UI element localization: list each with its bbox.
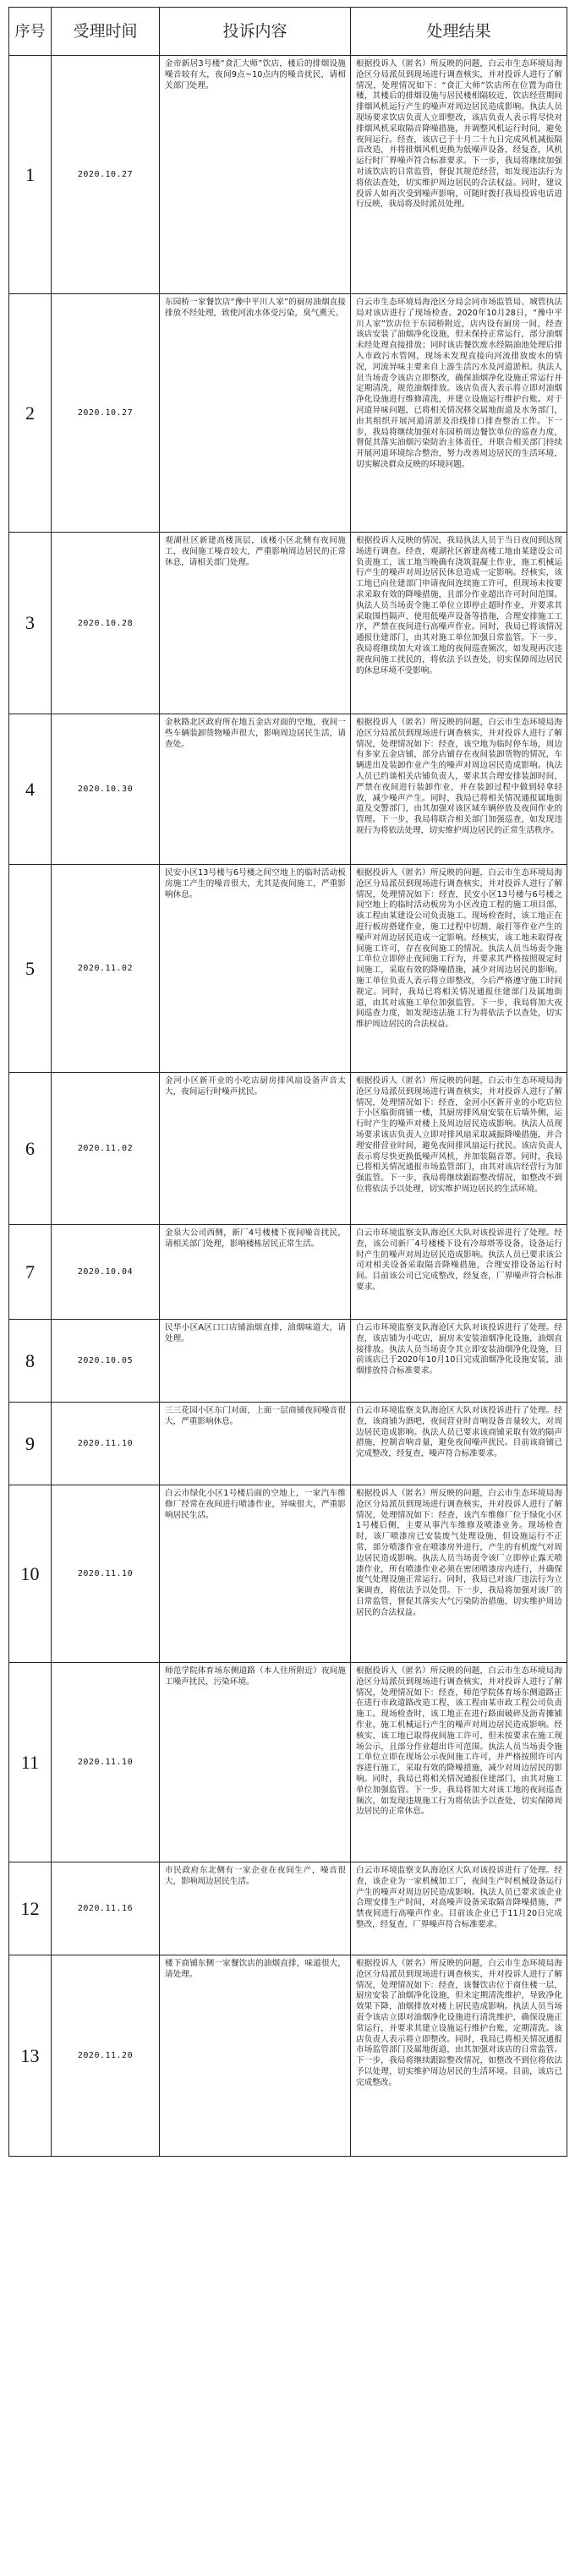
row-complaint: 民安小区13号楼与6号楼之间空地上的临时活动板房施工产生的噪音很大，尤其是夜间施工，严重影响休息。	[160, 865, 351, 1073]
table-row	[9, 1225, 567, 1320]
row-number: 2	[9, 294, 52, 533]
row-result: 根据投诉人反映的情况，我局执法人员于当日夜间到达现场进行调查。经查，观湖社区新建高楼工地由某建设公司负责施工，该工地当晚确有浇筑混凝土作业，施工机械运行产生的噪声对周边居民休息造成一定影响。经核实，该工地已向住建部门申请夜间连续施工许可，但现场未按要求采取有效的降噪措施，且部分作业超出许可时间范围。执法人员当场责令施工单位立即停止超时作业，并要求其采取围挡隔声、使用低噪声设备等措施，合理安排施工工序，严禁在夜间进行高噪声作业。同时，我局已将该情况通报住建部门，由其对施工单位加强日常监管。下一步，我局将继续加大对该工地的夜间巡查频次，如发现再次违规夜间施工扰民的，将依法予以查处，切实保障周边居民的休息环境不受影响。	[351, 533, 567, 714]
row-result: 根据投诉人（匿名）所反映的问题，白云市生态环境局海沧区分局派员到现场进行调查核实，并对投诉人进行了解情况，处理情况如下：经查，民安小区13号楼与6号楼之间空地上的临时活动板房为小区改造工程的施工项目部，该工程由某建设公司负责施工。现场检查时，该工地正在进行板房搭建作业，施工过程中切割、敲打等作业产生的噪声对周边居民造成一定影响。经核实，该工地未取得夜间施工许可，存在夜间施工的情况。执法人员当场责令施工单位立即停止夜间施工行为，并要求其严格按照规定时间施工，采取有效的降噪措施，减少对周边居民的影响。施工单位负责人表示将立即整改，今后严格遵守施工时间规定。同时，我局已将相关情况通报住建部门及属地街道，由其对该施工单位加强监管。下一步，我局将加大夜间巡查力度，如发现违法施工行为将依法予以查处，切实维护周边居民的合法权益。	[351, 865, 567, 1073]
row-number: 11	[9, 1663, 52, 1862]
row-number: 6	[9, 1073, 52, 1225]
header-result: 处理结果	[351, 8, 567, 56]
row-date: 2020.10.30	[52, 714, 160, 865]
table-body	[9, 56, 567, 2157]
row-number: 12	[9, 1862, 52, 1955]
row-complaint: 金秋路北区政府所在地五金店对面的空地，夜间一些车辆装卸货物噪声很大，影响周边居民生活，请查处。	[160, 714, 351, 865]
table-row	[9, 1955, 567, 2157]
row-number: 1	[9, 56, 52, 294]
row-result: 根据投诉人（匿名）所反映的问题，白云市生态环境局海沧区分局派员到现场进行调查核实，并对投诉人进行了解情况，处理情况如下：经查，金河小区新开业的小吃店位于小区临街商铺一楼，其厨房排风扇安装在后墙外侧，运行时产生的噪声对楼上及周边居民造成影响。执法人员现场要求该店负责人立即对排风扇采取减振降噪措施，并合理安排营业时间，避免夜间排风扇运行扰民。该店负责人表示将尽快更换低噪声风机，并加装隔音罩。同时，我局已将相关情况通报市场监管部门，由其对该店经营行为加强监管。下一步，我局将继续跟踪整改情况，如整改不到位将依法予以处理，切实维护周边居民的生活环境。	[351, 1073, 567, 1225]
row-complaint: 白云市绿化小区1号楼后面的空地上，一家汽车维修厂经常在夜间进行喷漆作业，异味很大，严重影响居民生活。	[160, 1485, 351, 1663]
table-row	[9, 1403, 567, 1485]
header-date: 受理时间	[52, 8, 160, 56]
row-number: 9	[9, 1403, 52, 1485]
row-result: 根据投诉人（匿名）所反映的问题，白云市生态环境局海沧区分局派员到现场进行调查核实，并对投诉人进行了解情况，处理情况如下：经查，该空地为临时停车场，周边有多家五金店铺，部分店铺存在夜间装卸货物的情况，车辆进出及装卸作业产生的噪声对周边居民造成影响。执法人员已约谈相关店铺负责人，要求其合理安排装卸时间，严禁在夜间进行装卸作业，并在装卸过程中做到轻拿轻放，减少噪声产生。同时，我局已将相关情况通报属地街道及交警部门，由其加强对该区域车辆停放及夜间作业的管理。下一步，我局将联合相关部门加强巡查，如发现违规行为将依法处理，切实维护周边居民的正常生活秩序。	[351, 714, 567, 865]
header-seq: 序号	[9, 8, 52, 56]
row-complaint: 金河小区新开业的小吃店厨房排风扇设备声音太大，夜间运行时噪声扰民。	[160, 1073, 351, 1225]
table-row	[9, 533, 567, 714]
row-complaint: 三三花园小区东门对面，上面一层商铺夜间噪音很大，严重影响休息。	[160, 1403, 351, 1485]
row-number: 13	[9, 1955, 52, 2157]
row-number: 10	[9, 1485, 52, 1663]
row-date: 2020.10.04	[52, 1225, 160, 1320]
row-complaint: 楼下商铺东侧一家餐饮店的油烟直排，味道很大，请处理。	[160, 1955, 351, 2157]
row-complaint: 金泉大公司西侧，新厂4号楼楼下夜间噪音扰民，请相关部门处理，影响楼栋居民正常生活。	[160, 1225, 351, 1320]
row-complaint: 民华小区A区口口店铺油烟直排，油烟味道大，请处理。	[160, 1320, 351, 1403]
row-number: 7	[9, 1225, 52, 1320]
table-header	[9, 8, 567, 56]
header-complaint: 投诉内容	[160, 8, 351, 56]
table-row	[9, 865, 567, 1073]
row-date: 2020.11.10	[52, 1663, 160, 1862]
table-row	[9, 714, 567, 865]
row-number: 3	[9, 533, 52, 714]
row-result: 白云市环境监察支队海沧区大队对该投诉进行了处理。经查，该店铺为小吃店，厨房未安装油烟净化设施，油烟直接排放。执法人员当场责令其立即安装油烟净化设施，目前该店已于2020年10月10日完成油烟净化设施安装，油烟排放符合标准要求。	[351, 1320, 567, 1403]
row-date: 2020.10.05	[52, 1320, 160, 1403]
table-row	[9, 1663, 567, 1862]
row-result: 白云市环境监察支队海沧区大队对该投诉进行了处理。经查，该公司新厂4号楼楼下设有冷却塔等设备，设备运行时产生的噪声对周边居民造成影响。执法人员已要求该公司对相关设备采取隔音降噪措施，合理安排设备运行时间。目前该公司已完成整改，经复查，厂界噪声符合标准要求。	[351, 1225, 567, 1320]
table-row	[9, 1862, 567, 1955]
table-row	[9, 1485, 567, 1663]
row-date: 2020.10.27	[52, 56, 160, 294]
row-date: 2020.11.20	[52, 1955, 160, 2157]
row-result: 根据投诉人（匿名）所反映的问题，白云市生态环境局海沧区分局派员到现场进行调查核实，并对投诉人进行了解情况，处理情况如下：经查，该餐饮店位于商住楼一层，厨房安装了油烟净化设施，但未定期清洗维护，导致净化效果下降，油烟排放对楼上居民造成影响。执法人员当场责令该店立即对油烟净化设施进行清洗维护，确保设施正常运行，并要求其建立设施运行维护台账，定期清洗。该店负责人表示将立即整改。同时，我局已将相关情况通报市场监管部门及属地街道，由其加强对该店的日常监管。下一步，我局将继续跟踪整改情况，如整改不到位将依法予以处理，切实维护周边居民的生活环境。目前，该店已完成整改。	[351, 1955, 567, 2157]
row-result: 根据投诉人（匿名）所反映的问题，白云市生态环境局海沧区分局派员到现场进行调查核实，并对投诉人进行了解情况，处理情况如下：经查，师范学院体育场东侧道路正在进行市政道路改造工程，该工程由某市政工程公司负责施工。现场检查时，该工地正在进行路面破碎及沥青摊铺作业，施工机械运行产生的噪声对周边居民造成影响。经核实，该工地已取得夜间施工许可，但未按要求在施工现场公示，且部分作业超出许可范围。执法人员当场责令施工单位立即在现场公示夜间施工许可，并严格按照许可内容进行施工，采取有效的降噪措施，减少对周边居民的影响。同时，我局已将相关情况通报住建部门，由其对施工单位加强监管。下一步，我局将加大对该工地的夜间巡查频次，如发现违规施工行为将依法予以查处，切实保障周边居民的正常休息。	[351, 1663, 567, 1862]
table-row	[9, 1073, 567, 1225]
table-row	[9, 56, 567, 294]
row-number: 4	[9, 714, 52, 865]
row-date: 2020.11.10	[52, 1485, 160, 1663]
row-complaint: 市民政府东北侧有一家企业在夜间生产，噪音很大，影响周边居民生活。	[160, 1862, 351, 1955]
table-row	[9, 1320, 567, 1403]
row-result: 白云市环境监察支队海沧区大队对该投诉进行了处理。经查，该企业为一家机械加工厂，夜间生产时机械设备运行产生的噪声对周边居民造成影响。执法人员已要求该企业合理安排生产时间，对高噪声设备采取隔音降噪措施，严禁夜间进行高噪声作业。目前该企业已于11月20日完成整改，经复查，厂界噪声符合标准要求。	[351, 1862, 567, 1955]
row-result: 白云市环境监察支队海沧区大队对该投诉进行了处理。经查，该商铺为酒吧，夜间营业时音响设备音量较大，对周边居民造成影响。执法人员已要求该商铺采取有效的隔声措施，控制音响音量，避免夜间噪声扰民。目前该商铺已完成整改，经复查，噪声符合标准要求。	[351, 1403, 567, 1485]
row-result: 根据投诉人（匿名）所反映的问题，白云市生态环境局海沧区分局派员到现场进行调查核实，并对投诉人进行了解情况，处理情况如下：经查，该汽车维修厂位于绿化小区1号楼后侧，主要从事汽车维修及喷漆业务。现场检查时，该厂喷漆房已安装废气处理设施，但设施运行不正常，部分喷漆作业在喷漆房外进行，产生的有机废气对周边居民造成影响。执法人员当场责令该厂立即停止露天喷漆作业，所有喷漆作业必须在密闭喷漆房内进行，并确保废气处理设施正常运行。同时，我局已对该厂违法行为立案调查，将依法予以处罚。下一步，我局将加强对该厂的日常监管，督促其落实大气污染防治措施，切实维护周边居民的合法权益。	[351, 1485, 567, 1663]
table-row	[9, 294, 567, 533]
row-result: 根据投诉人（匿名）所反映的问题，白云市生态环境局海沧区分局派员到现场进行调查核实，并对投诉人进行了解情况，处理情况如下：“食汇大师”饮店所在位置为商住楼，其楼后的排烟设施与居民楼相隔较近，饮店经营期间排烟风机运行产生的噪声对周边居民造成影响。执法人员现场要求饮店负责人立即整改，该店负责人表示将尽快对排烟风机采取隔音降噪措施，并调整风机运行时间，避免夜间运行。经查，该店已于十月二十九日完成风机减振隔音改造，并将排烟风机更换为低噪声设备，经复查，风机运行时厂界噪声符合标准要求。下一步，我局将继续加强对该饮店的日常监管，督促其规范经营，如发现违法行为将依法查处，切实维护周边居民的合法权益。同时，建议投诉人如再次受到噪声影响，可随时拨打我局投诉电话进行反映，我局将及时派员处理。	[351, 56, 567, 294]
row-date: 2020.11.02	[52, 1073, 160, 1225]
row-date: 2020.11.10	[52, 1403, 160, 1485]
row-complaint: 观湖社区新建高楼顶层，该楼小区北侧有夜间施工，夜间施工噪音较大，严重影响周边居民的正常休息，请相关部门处理。	[160, 533, 351, 714]
row-complaint: 师范学院体育场东侧道路（本人住所附近）夜间施工噪声扰民，污染环境。	[160, 1663, 351, 1862]
row-complaint: 东园桥一家餐饮店“豫中平川人家”的厨房油烟直接排放不经处理，致使河流水体受污染，臭气熏天。	[160, 294, 351, 533]
row-date: 2020.11.02	[52, 865, 160, 1073]
row-date: 2020.10.28	[52, 533, 160, 714]
header-row	[9, 8, 567, 56]
row-number: 5	[9, 865, 52, 1073]
row-number: 8	[9, 1320, 52, 1403]
complaints-table	[8, 7, 567, 2157]
row-result: 白云市生态环境局海沧区分局会同市场监管局、城管执法局对该店进行了现场检查。2020年10月28日，“豫中平川人家”饮店位于东园桥附近，店内设有厨房一间，经查该店安装了油烟净化设施，但未保持正常运行，部分油烟未经处理直接排放；同时该店餐饮废水经隔油池处理后排入市政污水管网，现场未发现直接向河流排放废水的情况，河流异味主要来自上游生活污水及河道淤积。执法人员当场责令该店立即整改，确保油烟净化设施正常运行并定期清洗，规范油烟排放。该店负责人表示将立即对油烟净化设施进行维修清洗，并建立设施运行维护台账。对于河道异味问题，已将相关情况移交属地街道及水务部门，由其组织开展河道清淤及沿线排口排查整治工作。下一步，我局将继续加强对东园桥周边餐饮单位的巡查力度，督促其落实油烟污染防治主体责任，并联合相关部门持续开展河道环境综合整治，努力改善周边居民的生活环境，切实解决群众反映的环境问题。	[351, 294, 567, 533]
row-date: 2020.11.16	[52, 1862, 160, 1955]
row-complaint: 金帝新居3号楼“食汇大师”饮店，楼后的排烟设施噪音较有大，夜间9点~10点内的噪音扰民，请相关部门处理。	[160, 56, 351, 294]
row-date: 2020.10.27	[52, 294, 160, 533]
